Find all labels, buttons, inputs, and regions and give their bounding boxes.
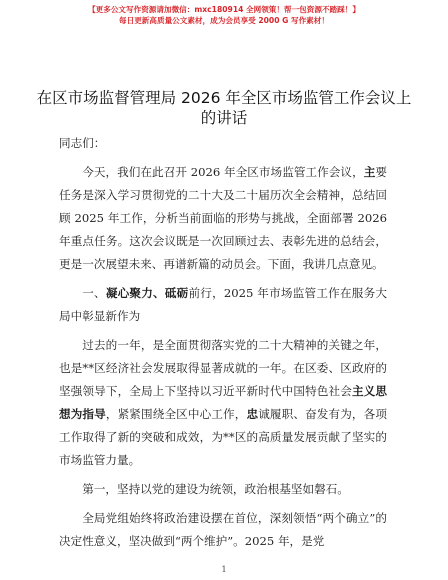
- promo-banner-line-1: 【更多公文写作资源请加微信：mxc180914 全网领策！帮一包资源不踏踩！】: [88, 5, 360, 14]
- intro-paragraph: [59, 161, 387, 276]
- page-number: 1: [221, 565, 227, 574]
- review-paragraph: [59, 334, 387, 472]
- review-emphasis-2: 忠: [246, 407, 259, 421]
- review-text-1: 过去的一年，是全面贯彻落实党的二十大精神的关键之年，也是**区经济社会发展取得显著成就的一年。在区委、区政府的坚强领导下，全局上下坚持以习近平新时代中国特色社会: [59, 338, 387, 398]
- section-heading-1-emphasis: 凝心聚力、砥砺: [105, 286, 189, 300]
- review-text-2: ，紧紧围绕全区中心工作，: [105, 407, 247, 421]
- subsection-heading-1: 第一，坚持以党的建设为统领，政治根基坚如磐石。: [82, 482, 349, 496]
- intro-text-2: 要任务是深入学习贯彻党的二十大及二十届历次全会精神，总结回顾 2025 年工作，分析当前面临的形势与挑战，全面部署 2026 年重点任务。这次会议既是一次回顾过去、表彰先进的总结会，更是一次展望未来、再谱新篇的动员会。下面，我讲几点意见。: [59, 165, 387, 271]
- review-emphasis-1: 主义思想为指导: [59, 384, 387, 421]
- section-heading-1-number: 一、: [82, 286, 106, 300]
- document-title: 在区市场监督管理局 2026 年全区市场监管工作会议上的讲话: [36, 89, 412, 127]
- intro-emphasis: 主: [363, 165, 376, 179]
- intro-text-1: 今天，我们在此召开 2026 年全区市场监管工作会议，: [82, 165, 364, 179]
- promo-banner-line-2: 每日更新高质量公文素材，成为会员享受 2000 G 写作素材！: [119, 16, 329, 25]
- promo-banner: [0, 4, 448, 26]
- salutation: 同志们：: [59, 136, 106, 150]
- section-heading-1: [59, 282, 387, 328]
- party-building-paragraph: 全局党组始终将政治建设摆在首位，深刻领悟“两个确立”的决定性意义，坚决做到“两个维护”。2025 年，是党: [59, 511, 387, 548]
- section-heading-1-text: 前行，2025 年市场监管工作在服务大局中彰显新作为: [59, 286, 387, 323]
- document-body: [59, 132, 387, 553]
- review-text-3: 诚履职、奋发有为，各项工作取得了新的突破和成效，为**区的高质量发展贡献了坚实的市场监管力量。: [59, 407, 387, 467]
